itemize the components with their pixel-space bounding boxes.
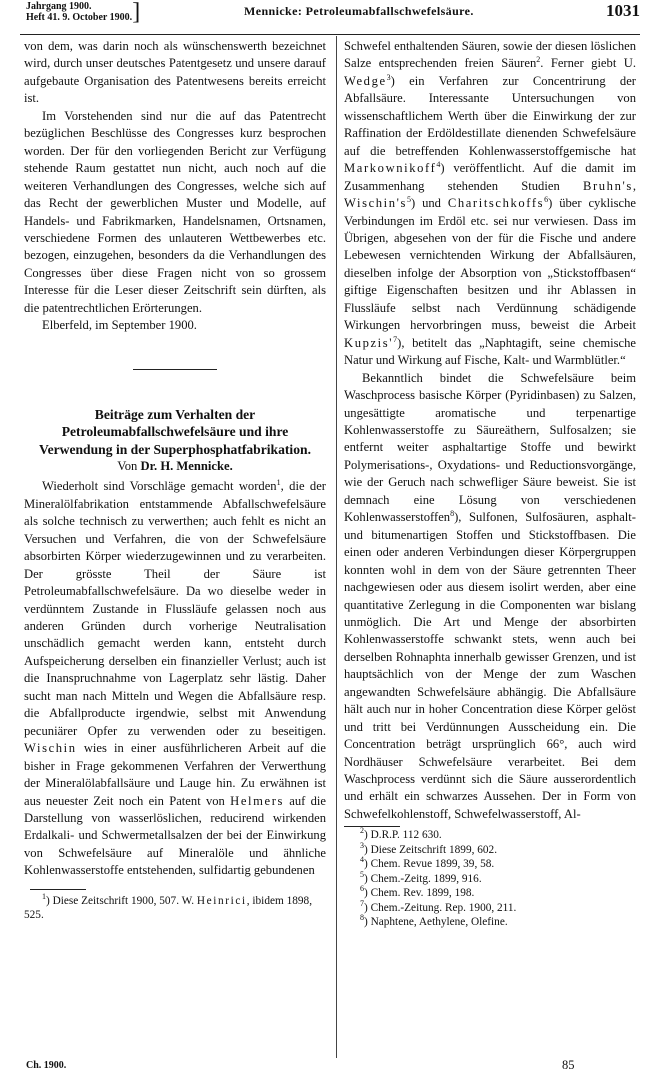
bracket-glyph: ]	[132, 0, 141, 25]
footnote-number: 6	[360, 884, 364, 894]
body-text: auf die Darstellung von wasserlöslichen, reducirend wirkenden Erdalkali- und Schwermetallsalzen der bei der Einwirkung von Schwefelsäure auf Mineralöle und ähnliche Kohlenwasserstoffe entstehenden, sulfidartig gebundenen	[24, 793, 326, 878]
running-title: Mennicke: Petroleumabfallschwefelsäure.	[244, 4, 474, 18]
body-text: Schwefel enthaltenden Säuren, sowie der diesen löslichen Salze entsprechenden freien Säuren	[344, 39, 636, 71]
footnote-ref[interactable]: 3	[386, 72, 391, 82]
footnote-ref[interactable]: 8	[450, 509, 455, 519]
right-column	[344, 38, 636, 930]
footnote-8	[360, 915, 636, 930]
author-name: Dr. H. Mennicke.	[140, 458, 233, 473]
footnote-2	[360, 828, 636, 843]
body-text: ), betitelt das „Naphtagift, seine chemische Natur und Wirkung auf Fische, Kalt- und Warmblütler.“	[344, 335, 636, 368]
footnote-ref[interactable]: 7	[393, 334, 398, 344]
body-text: . Ferner giebt U.	[540, 56, 637, 71]
printer-signature: Ch. 1900.	[26, 1060, 67, 1071]
section-divider	[133, 369, 217, 370]
footnote-1	[24, 894, 326, 923]
person-name: Charitschkoffs	[447, 196, 545, 211]
column-divider	[336, 36, 337, 1058]
volume-label: Jahrgang 1900.	[26, 1, 92, 12]
body-text: , die der Mineralölfabrikation entstammende Abfallschwefelsäure als solche technisch zu verwerthen; auch fehlt es nicht an Versuchen und Verfahren, die von der Schwefelsäure absorbirten Körper wiederzugewinnen und zu verarbeiten. Der grösste Theil der Säure ist Petroleumabfallschwefelsäure. Da wo dieselbe weder in verdünntem Zustande in Flussläufe gelassen noch aus anderen Gründen durch vorherige Neutralisation unschädlich gemacht werden kann, entsteht durch Aufspeicherung derselben ein finanzieller Verlust; auch ist die Inanspruchnahme von Lagerplatz sehr lästig. Daher sucht man nach Mitteln und Wegen die Abfallsäure resp. die Abfallproducte irgendwie, selbst mit Anwendung pecuniärer Opfer zu verwenden oder zu beseitigen.	[24, 479, 326, 738]
footnote-rule	[30, 889, 86, 890]
footnote-5	[360, 872, 636, 887]
footnote-4	[360, 857, 636, 872]
footnote-3	[360, 843, 636, 858]
footnote-number: 7	[360, 899, 364, 909]
footnote-ref[interactable]: 1	[276, 478, 281, 488]
footnote-number: 2	[360, 826, 364, 836]
footnote-7	[360, 901, 636, 916]
article-title: Beiträge zum Verhalten der Petroleumabfallschwefelsäure und ihre Verwendung in der Superphosphatfabrikation.	[39, 406, 311, 457]
body-text: ) und	[411, 196, 441, 211]
footnote-text: ) Naphtene, Aethylene, Olefine.	[364, 916, 508, 929]
person-name: Wischin	[24, 741, 77, 756]
body-text: wies in einer ausführlicheren Arbeit auf die bisher in Frage gekommenen Verfahren der Verwerthung der Mineralölabfallsäure und Lauge hin. Zu erwähnen ist aus neuester Zeit noch ein Patent von	[24, 741, 326, 808]
body-paragraph	[344, 370, 636, 824]
footnote-ref[interactable]: 5	[407, 194, 412, 204]
left-column	[24, 38, 326, 923]
body-paragraph	[24, 478, 326, 879]
body-text: ) ein Verfahren zur Concentrirung der Abfallsäure. Interessante Untersuchungen von wissenschaftlichem Werth über die Einwirkung der zur Raffination der Erdöldestillate dienenden Schwefelsäure auf die betreffenden Kohlenwasserstoffgemische hat	[344, 73, 636, 158]
person-name: Helmers	[230, 793, 284, 808]
footnote-list	[344, 828, 636, 930]
sheet-number: 85	[562, 1058, 575, 1072]
footnote-text: ) Chem.-Zeitung. Rep. 1900, 211.	[364, 901, 517, 914]
footnote-text: ) Chem.-Zeitg. 1899, 916.	[364, 872, 482, 885]
person-name: Markownikoff	[344, 161, 437, 176]
body-text: Bekanntlich bindet die Schwefelsäure beim Waschprocess basische Körper (Pyridinbasen) zu Salzen, ungesättigte aromatische und terpenartige Kohlenwasserstoffe zu Säureäthern, Sulfosalzen; sie entfernt weiter asphaltartige Stoffe und bewirkt Polymerisations-, Oxydations- und Reductionsvorgänge, wie der Geruch nach schwefliger Säure beweist. Sie ist demnach eine Lösung von verschiedenen Kohlenwasserstoffen	[344, 370, 636, 525]
footnote-rule	[344, 826, 400, 827]
footnote-number: 5	[360, 870, 364, 880]
footnote-ref[interactable]: 4	[436, 159, 441, 169]
body-text: ) veröffentlicht. Auf die damit im Zusammenhang stehenden Studien	[344, 161, 636, 193]
running-header	[20, 0, 640, 32]
body-text: ), Sulfonen, Sulfosäuren, asphalt- und bitumenartigen Stoffen und Stickstoffbasen. Die einen oder anderen Verbindungen dieser Körpergruppen konnten wohl in dem von der Säure getrennten Theer nachgewiesen oder aus diesem isolirt werden, aber eine quantitative Zerlegung in die Componenten war bislang unmöglich. Die Art und Menge der absorbirten Kohlenwasserstoffe schwankt stets, wenn auch bei derselben Rohnaphta innerhalb gewisser Grenzen, und ist hauptsächlich von der Menge der zum Waschen angewandten Schwefelsäure abhängig. Die Abfallsäure hält auch nur in hoher Concentration diese Körper gelöst und tritt bei Verdünnungen Ausscheidung ein. Die Concentration beträgt ursprünglich 66°, auch wird Nordhäuser Schwefelsäure verarbeitet. Bei dem Waschprocess verdünnt sich die Säure ausserordentlich und erhält ein schwarzes Aussehen. Der in Form von Schwefelkohlenstoff, Schwefelwasserstoff, Al-	[344, 510, 636, 821]
footnote-text: ) Chem. Revue 1899, 39, 58.	[364, 858, 495, 871]
byline	[24, 458, 326, 475]
footnote-ref[interactable]: 6	[544, 194, 549, 204]
footnote-text: , ibidem 1898, 525.	[24, 894, 313, 922]
intro-paragraph-2: Im Vorstehenden sind nur die auf das Patentrecht bezüglichen Beschlüsse des Congresses kurz besprochen worden. Der für den vorliegenden Bericht zur Verfügung stehende Raum gestattet nun nicht, auch noch auf die weiteren Verhandlungen des Congresses, welche sich auf das Recht der gewerblichen Muster und Modelle, auf Handels- und Fabrikmarken, Handelsnamen, Ortsnamen, verschiedene Formen des unlauteren Wettbewerbes etc. bezogen, einzugehen, besonders da die Verhandlungen des Congresses über diese Fragen nicht von so grossem Interesse für die Leser dieser Zeitschrift sein dürften, als die patentrechtlichen Erörterungen.	[24, 108, 326, 315]
footnote-text: ) Diese Zeitschrift 1900, 507. W.	[46, 894, 195, 907]
person-name: Bruhn's	[582, 178, 633, 193]
footnote-text: ) D.R.P. 112 630.	[364, 829, 442, 842]
footnote-number: 8	[360, 913, 364, 923]
intro-paragraph-1: von dem, was darin noch als wünschenswerth bezeichnet wird, durch unser deutsches Patentgesetz und unsere darauf aufgebaute Organisation des Patentwesens bereits erreicht ist.	[24, 39, 326, 106]
issue-label: Heft 41. 9. October 1900.	[26, 12, 133, 23]
continued-paragraph	[344, 38, 636, 370]
person-name: Kupzis'	[344, 335, 394, 350]
body-text: Wiederholt sind Vorschläge gemacht worden	[42, 479, 277, 494]
header-rule	[20, 34, 640, 35]
body-text: ,	[632, 178, 636, 193]
byline-prefix: Von	[117, 458, 138, 473]
page-number: 1031	[606, 1, 640, 20]
footnote-ref[interactable]: 2	[536, 55, 541, 65]
dateline: Elberfeld, im September 1900.	[42, 318, 197, 333]
footnote-6	[360, 886, 636, 901]
person-name: Heinrici	[196, 894, 247, 907]
issue-info	[26, 0, 141, 25]
body-text: ) über cyklische Verbindungen im Erdöl etc. sei nur verwiesen. Dass im Übrigen, abgesehen von der für die Fische und andere Lebewesen vernichtenden Wirkung der Abfallsäuren, dieselben infolge der Absorption von „Stickstoffbasen“ giftige Eigenschaften besitzen und ihr Ablassen in Flussläufe selbst nach Verdünnung schädigende Wirkungen hervorbringen muss, beweist die Arbeit	[344, 196, 636, 333]
footnote-number: 4	[360, 855, 364, 865]
person-name: Wedge	[344, 73, 387, 88]
footnote-number: 3	[360, 841, 364, 851]
person-name: Wischin's	[344, 196, 408, 211]
footnote-number: 1	[42, 892, 46, 902]
footnote-text: ) Chem. Rev. 1899, 198.	[364, 887, 475, 900]
footnote-text: ) Diese Zeitschrift 1899, 602.	[364, 843, 498, 856]
